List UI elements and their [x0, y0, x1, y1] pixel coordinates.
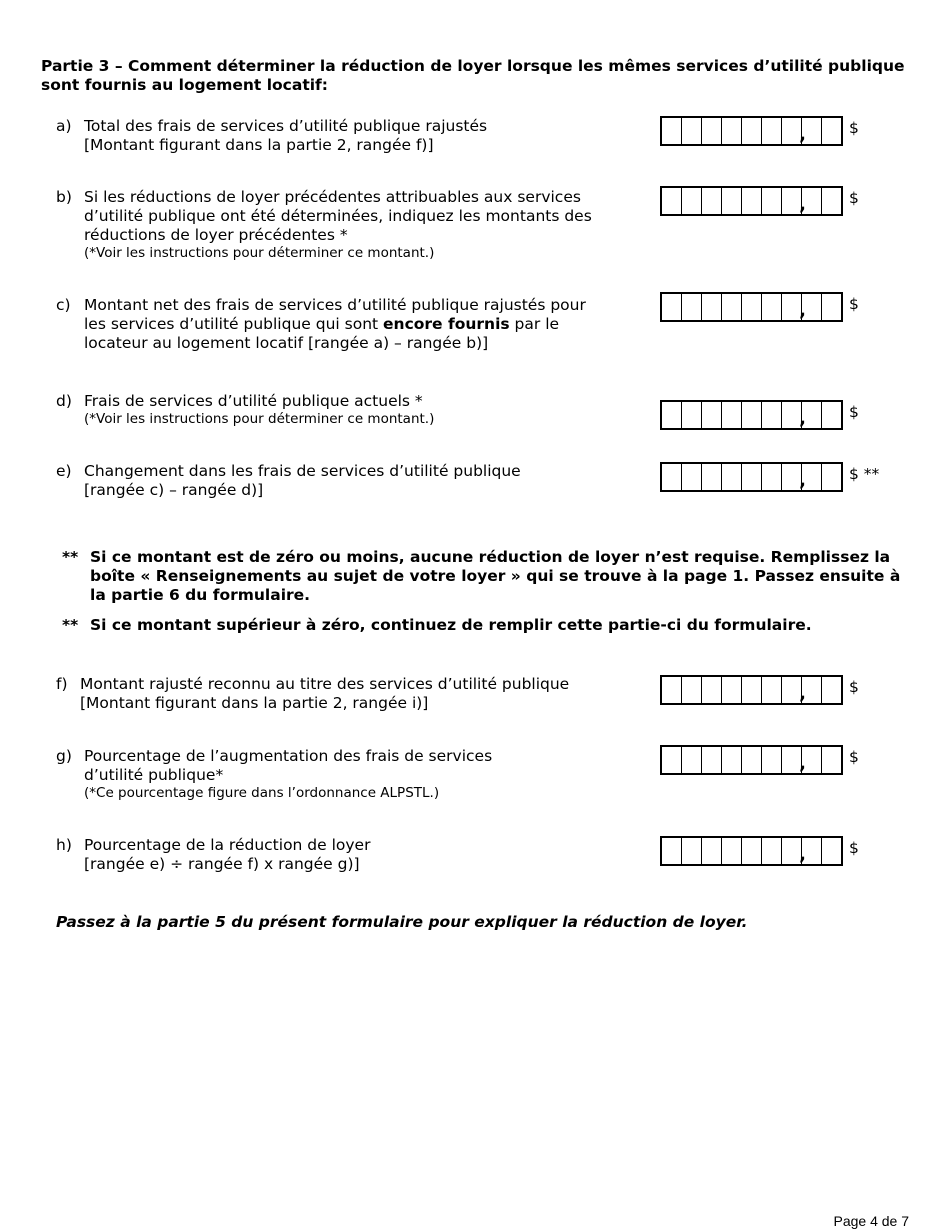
row-line: Changement dans les frais de services d’utilité publique [84, 462, 521, 480]
row-line: réductions de loyer précédentes * [84, 226, 348, 244]
row-letter: d) [56, 392, 72, 410]
decimal-separator: , [799, 300, 806, 321]
amount-field-f[interactable] [660, 675, 859, 705]
row-line: d’utilité publique ont été déterminées, indiquez les montants des [84, 207, 592, 225]
row-letter: f) [56, 675, 68, 693]
currency-label: $ [849, 295, 859, 313]
amount-field-e[interactable] [660, 462, 879, 492]
row-line: [Montant figurant dans la partie 2, rangée f)] [84, 136, 434, 154]
amount-field-g[interactable] [660, 745, 859, 775]
note-above-zero [62, 616, 912, 635]
row-line: Montant net des frais de services d’utilité publique rajustés pour [84, 296, 586, 314]
decimal-separator: , [799, 124, 806, 145]
row-b [56, 188, 656, 262]
row-line: les services d’utilité publique qui sont encore fournis par le [84, 315, 560, 333]
currency-label: $ [849, 189, 859, 207]
row-note: (*Ce pourcentage figure dans l’ordonnance ALPSTL.) [84, 785, 440, 801]
row-letter: a) [56, 117, 72, 135]
emphasis: encore fournis [383, 315, 510, 333]
currency-label: $ [849, 748, 859, 766]
decimal-separator: , [799, 844, 806, 865]
row-f [56, 675, 656, 713]
currency-label: $ [849, 119, 859, 137]
section-heading: Partie 3 – Comment déterminer la réduction de loyer lorsque les mêmes services d’utilité publique sont fournis au logement locatif: [41, 57, 905, 94]
amount-field-c[interactable] [660, 292, 859, 322]
currency-label: $ [849, 839, 859, 857]
closing-instruction: Passez à la partie 5 du présent formulaire pour expliquer la réduction de loyer. [56, 913, 748, 931]
currency-label: $ [849, 678, 859, 696]
page-number: Page 4 de 7 [833, 1213, 909, 1229]
amount-field-a[interactable] [660, 116, 859, 146]
row-a [56, 117, 656, 155]
decimal-separator: , [799, 194, 806, 215]
note-zero-or-less [62, 548, 912, 605]
row-g [56, 747, 656, 802]
row-letter: h) [56, 836, 72, 854]
row-line: Total des frais de services d’utilité publique rajustés [84, 117, 488, 135]
currency-label: $ ** [849, 465, 880, 483]
row-letter: c) [56, 296, 71, 314]
row-note: (*Voir les instructions pour déterminer ce montant.) [84, 245, 435, 261]
row-line: Pourcentage de la réduction de loyer [84, 836, 371, 854]
note-text: Si ce montant supérieur à zéro, continuez de remplir cette partie-ci du formulaire. [90, 616, 812, 634]
amount-field-b[interactable] [660, 186, 859, 216]
row-letter: b) [56, 188, 72, 206]
note-marker: ** [62, 548, 79, 566]
decimal-separator: , [799, 753, 806, 774]
decimal-separator: , [799, 683, 806, 704]
row-line: [Montant figurant dans la partie 2, rangée i)] [80, 694, 429, 712]
row-line: Si les réductions de loyer précédentes attribuables aux services [84, 188, 581, 206]
row-line: locateur au logement locatif [rangée a) – rangée b)] [84, 334, 489, 352]
decimal-separator: , [799, 408, 806, 429]
amount-field-h[interactable] [660, 836, 859, 866]
row-d [56, 392, 656, 428]
row-c [56, 296, 656, 353]
note-text: Si ce montant est de zéro ou moins, aucune réduction de loyer n’est requise. Remplissez la boîte « Renseignements au sujet de votre loyer » qui se trouve à la page 1. Passez ensuite à la partie 6 du formulaire. [90, 548, 901, 604]
amount-field-d[interactable] [660, 400, 859, 430]
row-line: Frais de services d’utilité publique actuels * [84, 392, 423, 410]
row-letter: g) [56, 747, 72, 765]
note-marker: ** [62, 616, 79, 634]
row-line: Pourcentage de l’augmentation des frais de services [84, 747, 493, 765]
row-line: d’utilité publique* [84, 766, 224, 784]
row-line: [rangée e) ÷ rangée f) x rangée g)] [84, 855, 360, 873]
row-line: [rangée c) – rangée d)] [84, 481, 264, 499]
currency-label: $ [849, 403, 859, 421]
row-line: Montant rajusté reconnu au titre des services d’utilité publique [80, 675, 570, 693]
decimal-separator: , [799, 470, 806, 491]
row-note: (*Voir les instructions pour déterminer ce montant.) [84, 411, 435, 427]
row-h [56, 836, 656, 874]
row-e [56, 462, 656, 500]
row-letter: e) [56, 462, 72, 480]
